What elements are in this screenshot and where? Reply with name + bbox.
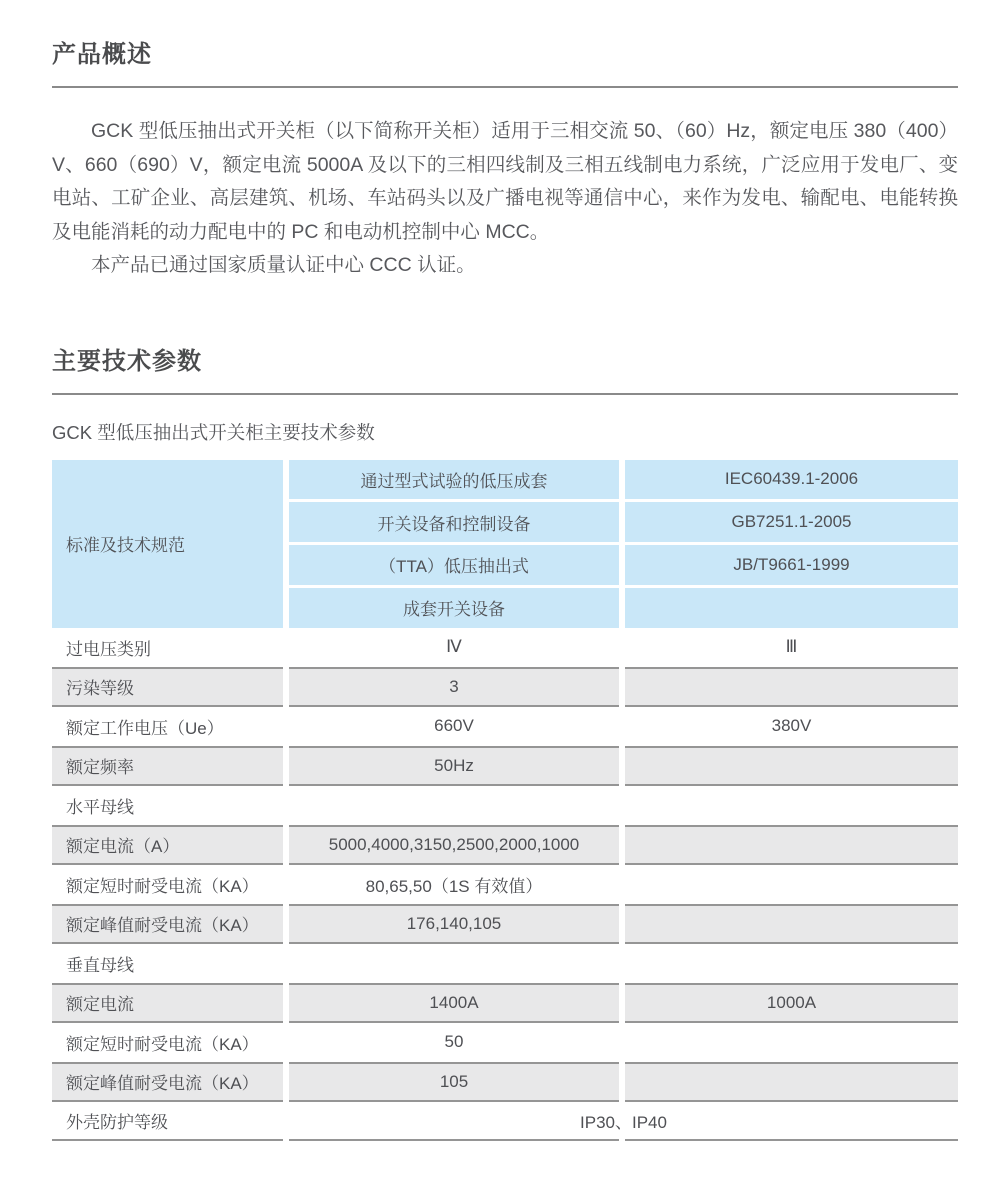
table-row [52, 825, 958, 865]
table-caption: GCK 型低压抽出式开关柜主要技术参数 [52, 421, 375, 443]
table-section-row-vertical-busbar [52, 944, 958, 984]
table-row [52, 667, 958, 707]
section-row-label: 水平母线 [66, 797, 134, 817]
row-label: 额定短时耐受电流（KA） [66, 876, 259, 896]
standards-name-cell: 通过型式试验的低压成套 [289, 460, 619, 500]
table-row [52, 1062, 958, 1102]
row-label: 外壳防护等级 [52, 1102, 283, 1142]
table-row [52, 865, 958, 905]
table-row [52, 746, 958, 786]
section-title-product-overview: 产品概述 [52, 41, 152, 68]
row-value-1: 3 [289, 667, 619, 707]
row-label: 额定峰值耐受电流（KA） [52, 904, 283, 944]
row-value-2: 380V [771, 716, 812, 736]
standards-code-cell: GB7251.1-2005 [625, 502, 958, 542]
row-value-2 [625, 825, 958, 865]
row-value-2 [625, 746, 958, 786]
overview-paragraph-2: 本产品已通过国家质量认证中心 CCC 认证。 [91, 254, 476, 276]
row-label: 额定电流 [52, 983, 283, 1023]
table-row [52, 983, 958, 1023]
row-value-1: 80,65,50（1S 有效值） [365, 876, 543, 896]
standards-code-cell [625, 588, 958, 628]
standards-code-cell: IEC60439.1-2006 [625, 460, 958, 500]
row-label: 额定工作电压（Ue） [66, 718, 224, 738]
row-value-1: 50Hz [289, 746, 619, 786]
row-value-2 [625, 1023, 958, 1063]
table-row [52, 628, 958, 668]
row-label: 额定峰值耐受电流（KA） [52, 1062, 283, 1102]
row-value-2 [625, 904, 958, 944]
table-row [52, 904, 958, 944]
row-label: 过电压类别 [66, 639, 151, 659]
standards-section [52, 460, 958, 628]
row-value-1: Ⅳ [446, 637, 462, 657]
standards-row [289, 588, 958, 628]
standards-rows [289, 460, 958, 628]
standards-row [289, 545, 958, 585]
row-label: 额定频率 [52, 746, 283, 786]
row-label: 额定短时耐受电流（KA） [66, 1034, 259, 1054]
standards-row [289, 502, 958, 542]
row-label: 污染等级 [52, 667, 283, 707]
row-merged-value: IP30、IP40 [580, 1112, 667, 1132]
row-value-2 [625, 865, 958, 905]
section-title-technical-parameters: 主要技术参数 [52, 347, 202, 375]
table-row-enclosure-protection [52, 1102, 958, 1142]
row-label: 额定电流（A） [52, 825, 283, 865]
section-rule [52, 86, 958, 88]
standards-label-cell [52, 460, 283, 628]
row-value-1: 1400A [289, 983, 619, 1023]
row-value-2: Ⅲ [785, 637, 798, 657]
row-value-1: 176,140,105 [289, 904, 619, 944]
overview-paragraph-1: GCK 型低压抽出式开关柜（以下简称开关柜）适用于三相交流 50、（60）Hz，额定电压 380（400）V、660（690）V，额定电流 5000A 及以下的三相四线制及三相五线制电力系统，广泛应用于发电厂、变电站、工矿企业、高层建筑、机场、车站码头以及广播电视等通信中心，来作为发电、输配电、电能转换及电能消耗的动力配电中的 PC 和电动机控制中心 MCC。 [52, 120, 958, 243]
overview-text [52, 115, 958, 283]
row-value-1: 105 [289, 1062, 619, 1102]
standards-row [289, 460, 958, 500]
section-row-label: 垂直母线 [66, 955, 134, 975]
standards-name-cell: （TTA）低压抽出式 [289, 545, 619, 585]
row-value-2: 1000A [625, 983, 958, 1023]
standards-label: 标准及技术规范 [66, 536, 185, 555]
technical-parameters-table [52, 460, 958, 1142]
table-row [52, 707, 958, 747]
standards-name-cell: 成套开关设备 [289, 588, 619, 628]
row-value-1: 50 [444, 1032, 464, 1052]
standards-name-cell: 开关设备和控制设备 [289, 502, 619, 542]
row-value-2 [625, 667, 958, 707]
standards-code-cell: JB/T9661-1999 [625, 545, 958, 585]
table-section-row-horizontal-busbar [52, 786, 958, 826]
row-value-1: 5000,4000,3150,2500,2000,1000 [289, 825, 619, 865]
section-rule [52, 393, 958, 395]
row-value-1: 660V [434, 716, 474, 736]
row-value-2 [625, 1062, 958, 1102]
table-row [52, 1023, 958, 1063]
